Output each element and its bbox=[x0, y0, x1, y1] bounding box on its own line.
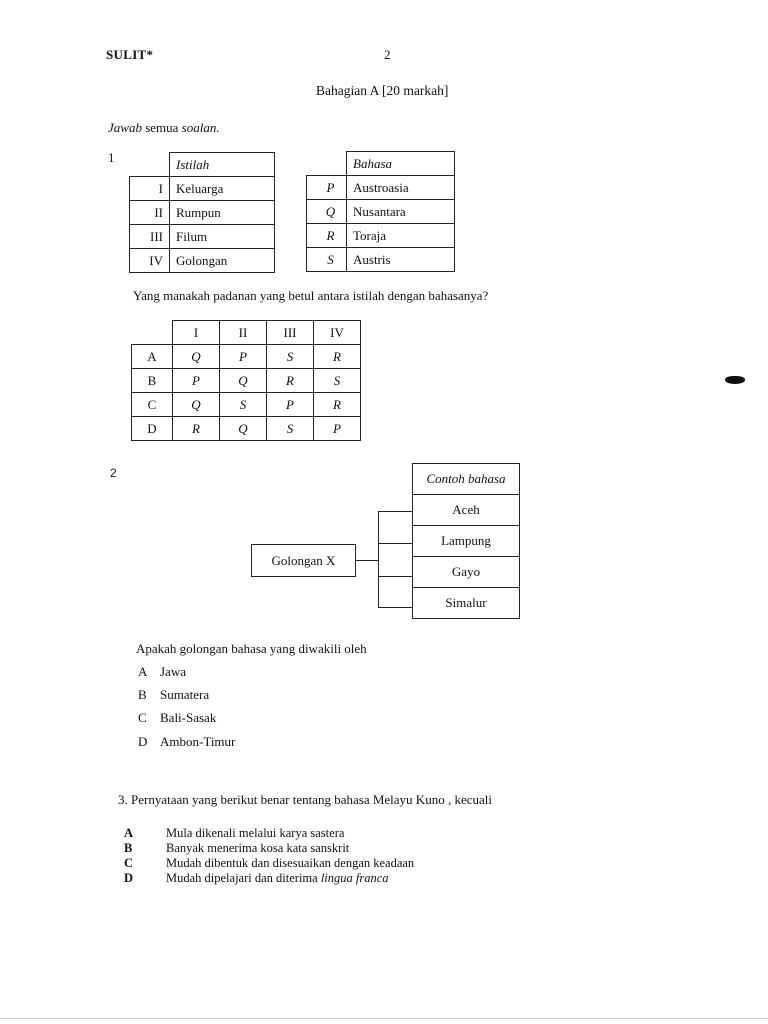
instructions-part-2: semua bbox=[141, 120, 182, 135]
bahasa-name: Austris bbox=[347, 248, 455, 272]
answer-cell: S bbox=[220, 393, 267, 417]
answer-row-b[interactable] bbox=[132, 369, 361, 393]
istilah-header: Istilah bbox=[170, 153, 275, 177]
question-3-stem: 3. Pernyataan yang berikut benar tentang bahasa Melayu Kuno , kecuali bbox=[118, 792, 492, 807]
answer-cell: R bbox=[314, 393, 361, 417]
q3-option-b[interactable] bbox=[122, 841, 349, 856]
question-2-prompt: Apakah golongan bahasa yang diwakili oleh bbox=[136, 641, 367, 656]
q2-option-d[interactable] bbox=[138, 734, 235, 750]
grid-column-header: III bbox=[267, 321, 314, 345]
istilah-roman: II bbox=[130, 201, 170, 225]
connector-line bbox=[378, 511, 412, 512]
option-letter: A bbox=[124, 826, 134, 840]
table-row bbox=[413, 526, 520, 557]
table-corner bbox=[307, 152, 347, 176]
contoh-item: Lampung bbox=[413, 526, 520, 557]
answer-cell: P bbox=[173, 369, 220, 393]
punch-mark bbox=[725, 376, 745, 384]
answer-cell: Q bbox=[173, 345, 220, 369]
istilah-term: Keluarga bbox=[170, 177, 275, 201]
question-1-number: 1 bbox=[108, 150, 115, 165]
table-row bbox=[130, 177, 275, 201]
instructions bbox=[108, 120, 220, 136]
answer-cell: S bbox=[314, 369, 361, 393]
answer-cell: R bbox=[267, 369, 314, 393]
answer-row-a[interactable] bbox=[132, 345, 361, 369]
page-bottom-edge bbox=[0, 1018, 768, 1019]
q3-option-c[interactable] bbox=[122, 856, 414, 871]
istilah-roman: I bbox=[130, 177, 170, 201]
option-text: Ambon-Timur bbox=[160, 734, 236, 749]
istilah-term: Golongan bbox=[170, 249, 275, 273]
contoh-bahasa-table bbox=[412, 463, 520, 619]
connector-line bbox=[378, 607, 412, 608]
option-letter: B bbox=[138, 687, 147, 702]
option-letter: B bbox=[124, 841, 133, 855]
answer-row-d[interactable] bbox=[132, 417, 361, 441]
answer-row-c[interactable] bbox=[132, 393, 361, 417]
answer-option-label: D bbox=[132, 417, 173, 441]
table-row bbox=[130, 225, 275, 249]
answer-option-label: C bbox=[132, 393, 173, 417]
instructions-part-3: soalan. bbox=[181, 120, 220, 135]
table-row bbox=[307, 224, 455, 248]
option-text: Banyak menerima kosa kata sanskrit bbox=[166, 841, 350, 855]
table-row bbox=[130, 249, 275, 273]
connector-line bbox=[378, 511, 379, 608]
answer-option-label: B bbox=[132, 369, 173, 393]
contoh-item: Gayo bbox=[413, 557, 520, 588]
table-row bbox=[307, 248, 455, 272]
istilah-roman: IV bbox=[130, 249, 170, 273]
bahasa-header: Bahasa bbox=[347, 152, 455, 176]
q2-option-b[interactable] bbox=[138, 687, 209, 703]
q2-option-a[interactable] bbox=[138, 664, 186, 680]
answer-cell: S bbox=[267, 345, 314, 369]
istilah-table bbox=[129, 152, 275, 273]
option-text: Mula dikenali melalui karya sastera bbox=[166, 826, 345, 840]
option-letter: C bbox=[124, 856, 134, 870]
bahasa-letter: P bbox=[307, 176, 347, 200]
answer-cell: P bbox=[314, 417, 361, 441]
instructions-part-1: Jawab bbox=[108, 120, 142, 135]
page-number: 2 bbox=[384, 47, 391, 62]
connector-line bbox=[356, 560, 378, 561]
q3-option-a[interactable] bbox=[122, 826, 344, 841]
answer-grid bbox=[131, 320, 361, 441]
answer-cell: R bbox=[314, 345, 361, 369]
contoh-header: Contoh bahasa bbox=[413, 464, 520, 495]
q2-option-c[interactable] bbox=[138, 710, 216, 726]
answer-cell: P bbox=[220, 345, 267, 369]
contoh-item: Simalur bbox=[413, 588, 520, 619]
section-title: Bahagian A [20 markah] bbox=[316, 83, 449, 98]
header-confidential-label: SULIT* bbox=[106, 47, 154, 62]
bahasa-letter: R bbox=[307, 224, 347, 248]
option-text: Mudah dipelajari dan diterima bbox=[166, 871, 321, 885]
table-row bbox=[130, 201, 275, 225]
grid-column-header: I bbox=[173, 321, 220, 345]
option-letter: C bbox=[138, 710, 147, 725]
option-letter: A bbox=[138, 664, 148, 679]
table-row bbox=[307, 176, 455, 200]
grid-column-header: IV bbox=[314, 321, 361, 345]
table-row bbox=[307, 200, 455, 224]
bahasa-name: Austroasia bbox=[347, 176, 455, 200]
option-letter: D bbox=[124, 871, 134, 885]
istilah-term: Filum bbox=[170, 225, 275, 249]
question-1-prompt: Yang manakah padanan yang betul antara istilah dengan bahasanya? bbox=[133, 288, 489, 303]
grid-column-header: II bbox=[220, 321, 267, 345]
bahasa-letter: S bbox=[307, 248, 347, 272]
table-row bbox=[413, 495, 520, 526]
option-text: Sumatera bbox=[160, 687, 210, 702]
question-2-number: 2 bbox=[110, 466, 117, 480]
contoh-item: Aceh bbox=[413, 495, 520, 526]
table-row bbox=[413, 557, 520, 588]
option-text: Jawa bbox=[160, 664, 186, 679]
bahasa-name: Nusantara bbox=[347, 200, 455, 224]
answer-cell: Q bbox=[220, 369, 267, 393]
bahasa-table bbox=[306, 151, 455, 272]
answer-cell: Q bbox=[220, 417, 267, 441]
connector-line bbox=[378, 576, 412, 577]
answer-option-label: A bbox=[132, 345, 173, 369]
table-corner bbox=[130, 153, 170, 177]
istilah-roman: III bbox=[130, 225, 170, 249]
option-text: Mudah dibentuk dan disesuaikan dengan keadaan bbox=[166, 856, 415, 870]
option-text: Bali-Sasak bbox=[160, 710, 217, 725]
answer-cell: R bbox=[173, 417, 220, 441]
q3-option-d[interactable] bbox=[122, 871, 389, 886]
connector-line bbox=[378, 543, 412, 544]
table-corner bbox=[132, 321, 173, 345]
option-text-italic: lingua franca bbox=[320, 871, 389, 885]
option-letter: D bbox=[138, 734, 148, 749]
bahasa-letter: Q bbox=[307, 200, 347, 224]
answer-cell: P bbox=[267, 393, 314, 417]
answer-cell: S bbox=[267, 417, 314, 441]
answer-cell: Q bbox=[173, 393, 220, 417]
istilah-term: Rumpun bbox=[170, 201, 275, 225]
table-row bbox=[413, 588, 520, 619]
bahasa-name: Toraja bbox=[347, 224, 455, 248]
golongan-x-box bbox=[251, 544, 356, 577]
golongan-x-label: Golongan X bbox=[271, 552, 336, 568]
